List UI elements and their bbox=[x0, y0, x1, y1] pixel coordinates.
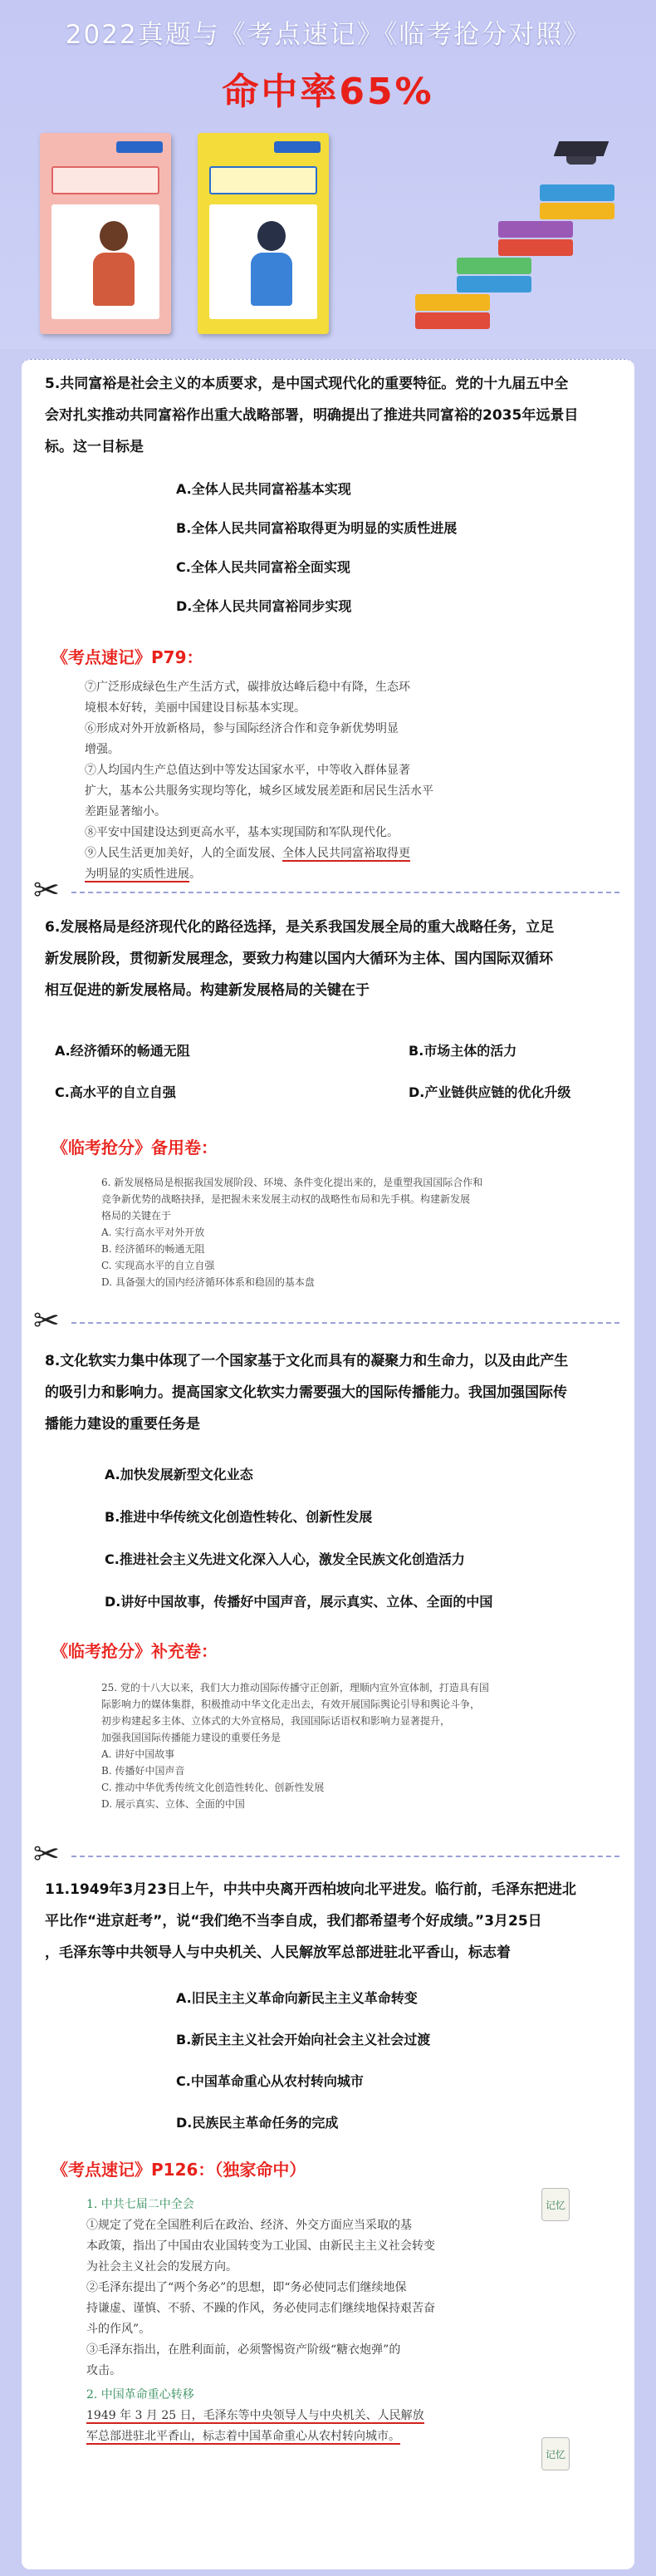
option-b: B.全体人民共同富裕取得更为明显的实质性进展 bbox=[176, 520, 458, 536]
excerpt-line: 斗的作风”。 bbox=[86, 2323, 151, 2336]
question-5-line: 会对扎实推动共同富裕作出重大战略部署，明确提出了推进共同富裕的2035年远景目 bbox=[45, 407, 579, 424]
book-badge bbox=[274, 141, 321, 153]
book-cover-linkao bbox=[198, 133, 329, 334]
book-excerpt-q6 bbox=[101, 1174, 600, 1290]
book-stairs-graduation-cap-illustration bbox=[415, 141, 623, 332]
option-a: A.全体人民共同富裕基本实现 bbox=[176, 481, 351, 497]
excerpt-line: 6. 新发展格局是根据我国发展阶段、环境、条件变化提出来的，是重塑我国国际合作和 bbox=[101, 1177, 483, 1188]
comparison-panel bbox=[22, 359, 634, 2569]
excerpt-line: ⑧平安中国建设达到更高水平，基本实现国防和军队现代化。 bbox=[85, 826, 399, 839]
option-a: A.经济循环的畅通无阻 bbox=[55, 1043, 190, 1059]
excerpt-line: C. 推动中华优秀传统文化创造性转化、创新性发展 bbox=[101, 1782, 325, 1793]
option-a: A.加快发展新型文化业态 bbox=[105, 1467, 253, 1482]
excerpt-line: 格局的关键在于 bbox=[101, 1210, 172, 1222]
excerpt-text: 1949 年 3 月 25 日，毛泽东等中央领导人与中央机关、人民解放 bbox=[86, 2409, 424, 2422]
boy-illustration bbox=[242, 221, 301, 312]
question-6-line: 新发展阶段，贯彻新发展理念，要致力构建以国内大循环为主体、国内国际双循环 bbox=[45, 951, 553, 967]
highlighted-answer: 全体人民共同富裕取得更 bbox=[282, 847, 410, 860]
excerpt-line: ⑦人均国内生产总值达到中等发达国家水平，中等收入群体显著 bbox=[85, 764, 410, 777]
book-badge bbox=[116, 141, 163, 153]
source-label-q6: 《临考抢分》备用卷： bbox=[51, 1138, 218, 1158]
excerpt-line: 境根本好转，美丽中国建设目标基本实现。 bbox=[85, 701, 306, 715]
option-c: C.推进社会主义先进文化深入人心，激发全民族文化创造活力 bbox=[105, 1551, 465, 1567]
excerpt-line: 初步构建起多主体、立体式的大外宣格局，我国国际话语权和影响力显著提升， bbox=[101, 1715, 451, 1727]
question-5-line: 5.共同富裕是社会主义的本质要求，是中国式现代化的重要特征。党的十九届五中全 bbox=[45, 376, 569, 392]
book-excerpt-q11 bbox=[86, 2195, 593, 2447]
excerpt-line: 差距显著缩小。 bbox=[85, 805, 166, 819]
source-label-q5: 《考点速记》P79： bbox=[51, 647, 203, 667]
book-illustration bbox=[51, 204, 159, 319]
excerpt-text: ⑨人民生活更加美好，人的全面发展、 bbox=[85, 847, 282, 860]
question-8 bbox=[45, 1345, 626, 1440]
option-b: B.市场主体的活力 bbox=[409, 1043, 517, 1059]
option-d: D.讲好中国故事，传播好中国声音，展示真实、立体、全面的中国 bbox=[105, 1594, 493, 1610]
question-6-line: 6.发展格局是经济现代化的路径选择，是关系我国发展全局的重大战略任务，立足 bbox=[45, 919, 555, 936]
excerpt-line: 25. 党的十八大以来，我们大力推动国际传播守正创新，理顺内宣外宣体制，打造具有国 bbox=[101, 1682, 489, 1694]
question-5-line: 标。这一目标是 bbox=[45, 439, 144, 455]
question-11-line: 平比作“进京赶考”，说“我们绝不当李自成，我们都希望考个好成绩。”3月25日 bbox=[45, 1913, 542, 1930]
book-title-band bbox=[209, 166, 317, 194]
option-d: D.产业链供应链的优化升级 bbox=[409, 1084, 571, 1100]
excerpt-text: 。 bbox=[189, 868, 201, 881]
section-divider bbox=[71, 1856, 619, 1857]
option-a: A.旧民主主义革命向新民主主义革命转变 bbox=[176, 1990, 418, 2006]
question-5 bbox=[45, 368, 618, 463]
question-8-line: 播能力建设的重要任务是 bbox=[45, 1416, 200, 1433]
excerpt-line: ③毛泽东指出，在胜利面前，必须警惕资产阶级“糖衣炮弹”的 bbox=[86, 2343, 401, 2357]
excerpt-heading: 1. 中共七届二中全会 bbox=[86, 2198, 194, 2211]
option-b: B.新民主主义社会开始向社会主义社会过渡 bbox=[176, 2032, 431, 2048]
option-d: D.全体人民共同富裕同步实现 bbox=[176, 598, 352, 614]
book-excerpt-q8 bbox=[101, 1679, 608, 1812]
hit-rate-headline: 命中率65% bbox=[222, 71, 434, 113]
section-divider bbox=[71, 892, 619, 893]
question-11-options bbox=[176, 1989, 608, 2155]
excerpt-line: 本政策，指出了中国由农业国转变为工业国、由新民主主义社会转变 bbox=[86, 2239, 435, 2253]
excerpt-line-highlight bbox=[85, 843, 583, 864]
source-text: 《考点速记》P126： bbox=[51, 2160, 215, 2180]
option-c: C.高水平的自立自强 bbox=[55, 1084, 176, 1100]
page-title: 2022真题与《考点速记》《临考抢分对照》 bbox=[65, 20, 591, 50]
excerpt-line: ⑥形成对外开放新格局，参与国际经济合作和竞争新优势明显 bbox=[85, 722, 399, 735]
source-label-q11 bbox=[51, 2156, 306, 2180]
excerpt-line: D. 具备强大的国内经济循环体系和稳固的基本盘 bbox=[101, 1276, 315, 1288]
book-title-band bbox=[51, 166, 159, 194]
option-c: C.全体人民共同富裕全面实现 bbox=[176, 559, 350, 575]
excerpt-line: 攻击。 bbox=[86, 2364, 121, 2377]
excerpt-line: ①规定了党在全国胜利后在政治、经济、外交方面应当采取的基 bbox=[86, 2219, 412, 2232]
excerpt-line: B. 传播好中国声音 bbox=[101, 1765, 185, 1777]
scissors-icon: ✂ bbox=[33, 1302, 60, 1339]
excerpt-line: ②毛泽东提出了“两个务必”的思想，即“务必使同志们继续地保 bbox=[86, 2281, 407, 2294]
excerpt-line: B. 经济循环的畅通无阻 bbox=[101, 1243, 205, 1255]
excerpt-line: 为社会主义社会的发展方向。 bbox=[86, 2260, 237, 2274]
excerpt-line: 竞争新优势的战略抉择，是把握未来发展主动权的战略性布局和先手棋。构建新发展 bbox=[101, 1193, 471, 1205]
highlighted-answer: 为明显的实质性进展 bbox=[85, 868, 189, 881]
question-11-line: 11.1949年3月23日上午，中共中央离开西柏坡向北平进发。临行前，毛泽东把进北 bbox=[45, 1881, 576, 1898]
excerpt-line: 际影响力的媒体集群，积极推动中华文化走出去，有效开展国际舆论引导和舆论斗争， bbox=[101, 1698, 481, 1710]
girl-illustration bbox=[85, 221, 143, 312]
excerpt-line: D. 展示真实、立体、全面的中国 bbox=[101, 1798, 245, 1810]
excerpt-line: 扩大，基本公共服务实现均等化，城乡区域发展差距和居民生活水平 bbox=[85, 784, 433, 798]
question-8-options bbox=[105, 1465, 619, 1635]
question-8-line: 的吸引力和影响力。提高国家文化软实力需要强大的国际传播能力。我国加强国际传 bbox=[45, 1384, 567, 1401]
header-banner bbox=[0, 0, 656, 349]
book-cover-kaodian bbox=[40, 133, 171, 334]
option-c: C.中国革命重心从农村转向城市 bbox=[176, 2073, 364, 2089]
excerpt-heading: 2. 中国革命重心转移 bbox=[86, 2388, 194, 2401]
option-d: D.民族民主革命任务的完成 bbox=[176, 2115, 339, 2131]
scissors-icon: ✂ bbox=[33, 872, 60, 908]
section-divider bbox=[71, 1322, 619, 1324]
question-11 bbox=[45, 1874, 626, 1969]
book-excerpt-q5 bbox=[85, 677, 583, 885]
question-6-line: 相互促进的新发展格局。构建新发展格局的关键在于 bbox=[45, 982, 370, 999]
excerpt-line: A. 讲好中国故事 bbox=[101, 1748, 175, 1760]
excerpt-line: 持谦虚、谨慎、不骄、不躁的作风，务必使同志们继续地保持艰苦奋 bbox=[86, 2302, 435, 2315]
question-5-options bbox=[176, 479, 608, 636]
excerpt-line: C. 实现高水平的自立自强 bbox=[101, 1260, 215, 1271]
memo-sticker: 记忆 bbox=[541, 2437, 570, 2470]
question-8-line: 8.文化软实力集中体现了一个国家基于文化而具有的凝聚力和生命力，以及由此产生 bbox=[45, 1353, 569, 1369]
exclusive-hit-tag: （独家命中） bbox=[214, 2160, 306, 2180]
question-6 bbox=[45, 912, 618, 1006]
question-11-line: ，毛泽东等中共领导人与中央机关、人民解放军总部进驻北平香山，标志着 bbox=[45, 1944, 511, 1961]
highlighted-answer bbox=[86, 2426, 593, 2447]
excerpt-line-highlight bbox=[85, 864, 583, 885]
excerpt-line: A. 实行高水平对外开放 bbox=[101, 1227, 205, 1238]
highlighted-answer bbox=[86, 2406, 593, 2426]
scissors-icon: ✂ bbox=[33, 1836, 60, 1872]
memo-sticker: 记忆 bbox=[541, 2188, 570, 2221]
source-label-q8: 《临考抢分》补充卷： bbox=[51, 1641, 218, 1661]
excerpt-text: 军总部进驻北平香山，标志着中国革命重心从农村转向城市。 bbox=[86, 2430, 400, 2443]
excerpt-line: 加强我国国际传播能力建设的重要任务是 bbox=[101, 1732, 281, 1743]
excerpt-line: ⑦广泛形成绿色生产生活方式，碳排放达峰后稳中有降，生态环 bbox=[85, 681, 410, 694]
excerpt-line: 增强。 bbox=[85, 743, 120, 756]
book-illustration bbox=[209, 204, 317, 319]
option-b: B.推进中华传统文化创造性转化、创新性发展 bbox=[105, 1509, 373, 1525]
